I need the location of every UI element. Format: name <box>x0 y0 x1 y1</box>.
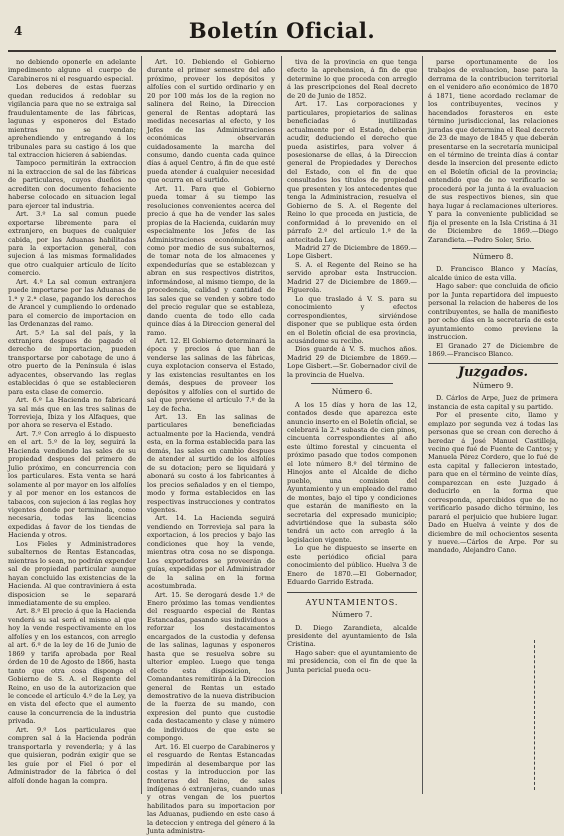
section-heading-ayuntamientos: AYUNTAMIENTOS. <box>305 597 399 607</box>
paragraph: Art. 11. Para que el Gobierno pueda tomar á su tiempo las resoluciones convenientes acerca del precio á que ha de vender las sales propias de la Hacienda, cuidarán muy especialmente los Jefes de las Administraciones económicas, así como por medio de sus subalternos, de tomar nota de los almacenes y expendedurías que se establezcan y abran en sus respectivos distritos, informándose, al mismo tiempo, de la procedencia, calidad y cantidad de las sales que se venden y sobre todo del precio regular que se estableza, dando cuenta de todo ello cada quince días á la Direccion general del ramo. <box>147 184 275 337</box>
column-divider <box>141 56 142 794</box>
separator <box>452 248 534 249</box>
paragraph: Art. 7.º Con arreglo á lo dispuesto en el art. 5.º de la ley, seguirá la Hacienda vendiendo las sales de su propiedad despues del primero de Julio próximo, en concurrencia con los particulares. Esta venta se hará solamente al por mayor en los alfolíes y al por menor en los estancos de tabacos, con sujecion á las reglas hoy vigentes donde por terminada, como necesaria, todas las licencias expedidas á favor de los tiendas de Hacienda y otros. <box>8 429 136 540</box>
separator <box>428 363 558 364</box>
column-divider <box>281 56 282 794</box>
paragraph: Art. 17. Las corporaciones y particulares, propietarios de salinas beneficiadas ó inutilizadas actualmente por el Estado, deberán acudir, deduciendo el derecho que pueda asistirles, para volver á posesionarse de ellas, á la Direccion general de Propiedades y Derechos del Estado, con el fin de que consultados los títulos de propiedad que presenten y los antecedentes que tenga la Administracion, resuelva el Gobierno de S. A. el Regente del Reino lo que proceda en justicia, de conformidad á lo prevenido en el párrafo 2.º del artículo 1.º de la antecitada Ley. <box>287 100 417 244</box>
paragraph: D. Francisco Blanco y Macías, alcalde único de esta villa. <box>428 265 558 282</box>
separator <box>287 592 417 593</box>
paragraph: Art. 13. En las salinas de particulares beneficiadas actualmente por la Hacienda, vendrá esta, en la forma establecida para las demás, las sales en cambio despues de atender al surtido de los alfolíes de su dotacion; pero se liquidará y abonará su costo á los fabricantes á los precios señalados y en el tiempo, modo y forma establecidos en las respectivas instrucciones y contratos vigentes. <box>147 413 275 515</box>
paragraph: A los 15 días y hora de las 12, contados desde que aparezca este anuncio inserto en el Boletín oficial, se celebrará la 2.ª subasta de cien pinos, cincuenta correspondientes al año este último forestal y cincuenta el próximo pasado que todos componen el lote número 8.º del término de Hinojos ante el Alcalde de dicho pueblo, una comision del Ayuntamiento y un empleado del ramo de montes, bajo el tipo y condiciones que estarán de manifiesto en la secretaria del expresado municipio; advirtiéndose que la subasta sólo tendrá un acto con arreglo á la legislacion vigente. <box>287 400 418 544</box>
paragraph: Lo que traslado á V. S. para su conocimiento y efectos correspondientes, sirviéndose disponer que se publique esta órden en el Boletín oficial de esa provincia, acusándome su recibo. <box>287 294 417 345</box>
section-heading-juzgados: Juzgados. <box>457 365 529 381</box>
page-number: 4 <box>14 24 23 38</box>
paragraph: Hago saber: que el ayuntamiento de mi presidencia, con el fin de que la Junta pericial pueda ocu- <box>287 648 417 674</box>
paragraph: D. Cárlos de Arpe, Juez de primera instancia de esta capital y su partido. <box>428 394 558 411</box>
column-4 <box>428 58 558 793</box>
notice-number-6: Número 6. <box>331 387 373 397</box>
paragraph: Art. 15. Se derogará desde 1.º de Enero próximo las tomas vendientes del resguardo especial de Rentas Estancadas, pasando sus individuos a reforzar los destacamentos encargados de la custodia y defensa de las salinas, lagunas y esponeros hasta que se resuelva sobre su ulterior empleo. Luego que tenga efecto esta disposicion, los Comandantes remitirán á la Direccion general de Rentas un estado demostrativo de la nueva distribucion de la fuerza de su mando, con expresion del punto que custodie cada destacamento y clase y número de individuos de que este se compongo. <box>147 590 275 743</box>
page-title: Boletín Oficial. <box>188 18 376 43</box>
notice-number-9: Número 9. <box>472 380 514 390</box>
paragraph: Tampoco permitirán la extraccion ni la extraccion de sal de las fábricas de particulares, cuyos dueños no acrediten con documento fehaciente haberse colocado en situacion legal para ejercer tal industria. <box>8 159 136 210</box>
column-2 <box>147 58 275 836</box>
column-1 <box>8 58 136 793</box>
separator <box>311 383 393 384</box>
paragraph: Art. 4.º La sal comun extranjera puede importarse por las Aduanas de 1.ª y 2.ª clase, pagando los derechos de Arancel y cumpliendo lo ordenado para el comercio de importacion en las Ordenanzas del ramo. <box>8 277 136 329</box>
dashed-rule <box>534 640 535 790</box>
paragraph: Por el presente cito, llamo y emplazo por segunda vez á todas las personas que se crean con derecho á heredar á José Manuel Castilleja, vecino que fué de Fuente de Cantos; y Manuela Pérez Cordero, que lo fué de esta capital y fallecieron intestado, para que en el término de veinte días, comparezcan en este Juzgado á deducirlo en la forma que corresponda, apercibidos que de no verificarlo pasado dicho término, les parará el perjuicio que hubiere lugar. Dado en Huelva á veinte y dos de diciembre de mil ochocientos sesenta y nueve.—Cárlos de Arpe. Por su mandado, Alejandro Cano. <box>428 411 558 555</box>
page-header <box>0 14 564 48</box>
paragraph: Los Fieles y Administradores subalternos de Rentas Estancadas, mientras lo sean, no podrán expender sal de propiedad particular aunque hayan concluido las existencias de la Hacienda. Al que contraviniera á esta disposicion se le separará inmediatamente de su empleo. <box>8 539 136 607</box>
paragraph: Art. 3.º La sal comun puede exportarse libremente para el extranjero, en buques de cualquier cabida, por las Aduanas habilitadas para la exportacion general, con sujecion á las mismas formalidades que otro cualquier artículo de lícito comercio. <box>8 210 136 278</box>
paragraph: Lo que he dispuesto se inserte en este periódico oficial para conocimiento del público. Huelva 3 de Enero de 1870.—El Gobernador, Eduardo Garrido Estrada. <box>287 544 417 587</box>
paragraph: Art. 12. El Gobierno determinará la época y precios á que han de venderse las salinas de las fábricas, cuya explotacion conserva el Estado, y las existencias resultantes en los demás, despues de proveer los depósitos y alfolíes con el surtido de sal que previene el artículo 7.º de la Ley de fecha. <box>147 336 275 413</box>
paragraph: D. Diego Zarandieta, alcalde presidente del ayuntamiento de Isla Cristina. <box>287 623 417 649</box>
paragraph: Art. 10. Debiendo el Gobierno durante el primer semestre del año próximo, proveer los depósitos y alfolíes con el surtido ordinario y en 20 por 100 más los de la region no salinera del Reino, la Direccion general de Rentas adoptará las medidas necesarias al efecto, y los Jefes de las Administraciones económicas observarán cuidadosamente la marcha del consumo, dando cuenta cada quince días á aquel Centro, á fin de que esté pueda atender á cualquier necesidad que ocurra en el surtido. <box>147 58 275 185</box>
paragraph: Dios guarde á V. S. muchos años. Madrid 29 de Diciembre de 1869.—Lope Gisbert.—Sr. Gobernador civil de la provincia de Huelva. <box>287 345 417 379</box>
paragraph: Art. 9.º Los particulares que compren sal á la Hacienda podrán transportarla y revenderla; y á las que quisieran, podrán exigir que se les guíe por el Fiel ó por el Administrador de la fábrica ó del alfolí donde hagan la compra. <box>8 725 136 785</box>
column-3 <box>287 58 417 793</box>
header-rule <box>8 50 556 52</box>
paragraph: Art. 6.º La Hacienda no fabricará ya sal más que en las tres salinas de Torrevieja, Ibiza y los Alfaques, que por ahora se reserva el Estado. <box>8 396 136 430</box>
paragraph: Art. 5.º La sal del país, y la extranjera despues de pagado el derecho de importacion, pueden transportarse por cabotage de uno á otro puerto de la Península é islas adyacentes, observando las reglas establecidas ó que se establecieren para esta clase de comercio. <box>8 328 136 396</box>
paragraph: Art. 8.º El precio á que la Hacienda venderá su sal será el mismo al que hoy la vende respectivamente en los alfolíes y en los estancos, con arreglo al art. 6.º de la ley de 16 de Junio de 1869 y tarifa aprobada por Real órden de 10 de Agosto de 1866, hasta tanto que otra cosa disponga el Gobierno de S. A. el Regente del Reino, en uso de la autorizacion que le concede el artículo 4.º de la Ley, ya en vista del efecto que el aumento cause la concurrencia de la industria privada. <box>8 607 136 726</box>
paragraph: Los deberes de estas fuerzas quedan reducidos á redoblar su vigilancia para que no se extraiga sal fraudulentamente de las fábricas, lagunas y esponeros del Estado mientras no se vendan; aprehendiendo y entregando á los tribunales para su castigo á los que tal extraccion hicieren á sabiendas. <box>8 83 136 159</box>
paragraph: tiva de la provincia en que tenga efecto la aprehension, á fin de que determine lo que proceda con arreglo á las prescripciones del Real decreto de 20 de Junio de 1852. <box>287 58 417 100</box>
paragraph: Art. 16. El cuerpo de Carabineros y el resguardo de Rentas Estancadas impedirán al desembarque por las costas y la introduccion por las fronteras del Reino, de sales indígenas ó extranjeras, cuando unas y otras vengan de los puertos habilitados para su importacion por las Aduanas, pudiendo en este caso á la deteccion y entrega del género á la Junta administra- <box>147 742 275 836</box>
paragraph: Madrid 27 de Diciembre de 1869.—Lope Gisbert. <box>287 243 417 261</box>
paragraph: Art. 14. La Hacienda seguirá vendiendo en Torrevieja sal para la exportacion, á los precios y bajo las condiciones que hoy la vende, mientras otra cosa no se disponga. Los exportadores se proveerán de guías, expedidas por el Administrador de la salina en la forma acostumbrada. <box>147 514 275 591</box>
notice-number-7: Número 7. <box>331 610 373 620</box>
paragraph: no debiendo oponerle en adelante impedimento alguno el cuerpo de Carabineros ni el resguardo especial. <box>8 58 136 83</box>
paragraph: S. A. el Regente del Reino se ha servido aprobar esta Instruccion. Madrid 27 de Diciembre de 1869.—Figuerola. <box>287 260 417 295</box>
paragraph: El Granado 27 de Diciembre de 1869.—Francisco Blanco. <box>428 341 558 358</box>
paragraph: Hago saber: que concluida de oficio por la Junta repartidora del impuesto personal la relacion de haberes de los contribuyentes, se halla de manifiesto por ocho días en la secretaría de este ayuntamiento como previene la instruccion. <box>428 282 558 342</box>
paragraph: parse oportunamente de los trabajos de evaluacion, base para la derrama de la contribucion territorial en el venidero año económico de 1870 á 1871, tiene acordado reclamar de los contribuyentes, vecinos y hacendados forasteros en este término jurisdiccional, las relaciones juradas que determina el Real decreto de 23 de mayo de 1845 y que deberán presentarse en la secretaría municipal en el término de treinta días á contar desde la insercion del presente edicto en el Boletín oficial de la provincia; entendido que de no verificarlo se procederá por la junta á la evaluacion de sus respectivos bienes, sin que haya lugar á reclamaciones ulteriores. Y para la conveniente publicidad se fija el presente en la Isla Cristina á 31 de Diciembre de 1869.—Diego Zarandieta.—Pedro Soler, Srio. <box>428 58 558 244</box>
notice-number-8: Número 8. <box>472 251 514 261</box>
column-divider <box>422 56 423 794</box>
